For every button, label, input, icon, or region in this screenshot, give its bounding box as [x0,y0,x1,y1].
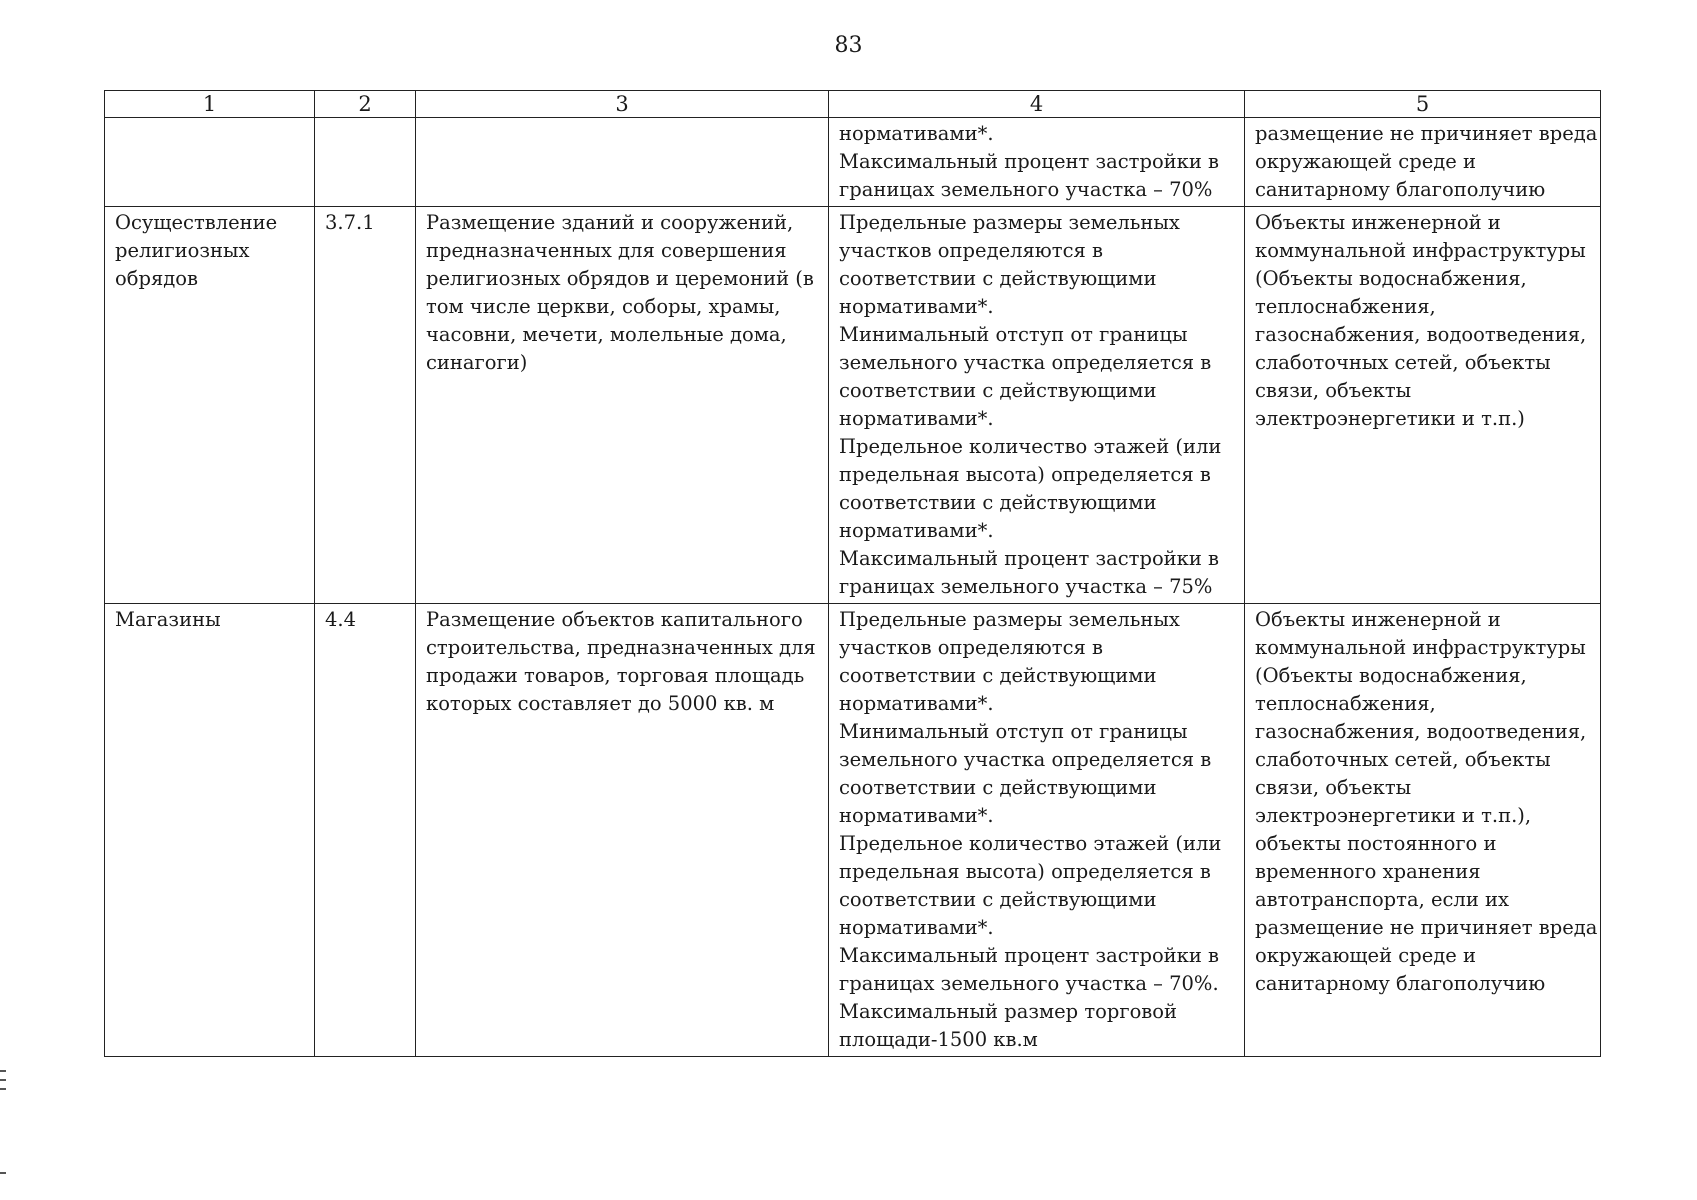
cell-text-line: земельного участка определяется в [839,351,1212,374]
cell-text-line: Максимальный процент застройки в [839,944,1220,967]
cell-text-line: религиозных обрядов и церемоний (в [426,267,814,290]
cell-code [315,604,416,1057]
cell-text-line: участков определяются в [839,636,1103,659]
table-row [105,118,1601,207]
cell-text-line: нормативами*. [839,122,994,145]
cell-text-line: автотранспорта, если их [1255,888,1510,911]
cell-code [315,118,416,207]
scan-mark [0,1088,6,1090]
cell-text-line: соответствии с действующими [839,776,1157,799]
cell-text-line: границах земельного участка – 75% [839,575,1213,598]
cell-text-line: которых составляет до 5000 кв. м [426,692,775,715]
cell-text-line: Предельные размеры земельных [839,608,1180,631]
cell-text-line: предназначенных для совершения [426,239,787,262]
cell-text-line: Объекты инженерной и [1255,211,1501,234]
page-number: 83 [834,33,863,58]
table-row [105,207,1601,604]
cell-text-line: санитарному благополучию [1255,178,1546,201]
cell-text-line: связи, объекты [1255,379,1412,402]
cell-text-line: продажи товаров, торговая площадь [426,664,805,687]
cell-text-line: соответствии с действующими [839,379,1157,402]
cell-parameters [829,604,1245,1057]
cell-text-line: нормативами*. [839,407,994,430]
cell-text-line: участков определяются в [839,239,1103,262]
cell-text-line: границах земельного участка – 70%. [839,972,1219,995]
cell-text-line: соответствии с действующими [839,267,1157,290]
scan-mark [0,1079,6,1081]
cell-parameters [829,207,1245,604]
cell-text-line: Осуществление [115,211,278,234]
cell-description [416,604,829,1057]
cell-text-line: предельная высота) определяется в [839,463,1211,486]
cell-text-line: электроэнергетики и т.п.) [1255,407,1525,430]
cell-text-line: Магазины [115,608,221,631]
cell-text-line: коммунальной инфраструктуры [1255,239,1586,262]
cell-usage-type [105,118,315,207]
cell-text-line: Максимальный процент застройки в [839,150,1220,173]
cell-text-line: окружающей среде и [1255,944,1476,967]
cell-text-line: земельного участка определяется в [839,748,1212,771]
cell-text-line: теплоснабжения, [1255,295,1436,318]
regulations-table [104,90,1601,1057]
cell-text-line: нормативами*. [839,692,994,715]
cell-usage-type [105,207,315,604]
cell-text-line: синагоги) [426,351,528,374]
cell-auxiliary-uses [1245,604,1601,1057]
cell-text-line: (Объекты водоснабжения, [1255,267,1527,290]
cell-usage-type [105,604,315,1057]
cell-text-line: 4.4 [325,608,357,631]
cell-text-line: Объекты инженерной и [1255,608,1501,631]
cell-text-line: том числе церкви, соборы, храмы, [426,295,781,318]
cell-text-line: коммунальной инфраструктуры [1255,636,1586,659]
cell-text-line: площади-1500 кв.м [839,1028,1038,1051]
cell-code [315,207,416,604]
cell-text-line: нормативами*. [839,916,994,939]
cell-text-line: соответствии с действующими [839,491,1157,514]
cell-text-line: Максимальный процент застройки в [839,547,1220,570]
column-header-1: 1 [105,91,315,118]
cell-text-line: нормативами*. [839,295,994,318]
cell-text-line: слаботочных сетей, объекты [1255,748,1551,771]
cell-text-line: соответствии с действующими [839,664,1157,687]
cell-description [416,118,829,207]
cell-text-line: нормативами*. [839,804,994,827]
cell-text-line: Размещение объектов капитального [426,608,803,631]
cell-auxiliary-uses [1245,207,1601,604]
table-row [105,604,1601,1057]
cell-text-line: санитарному благополучию [1255,972,1546,995]
column-header-3: 3 [416,91,829,118]
column-header-4: 4 [829,91,1245,118]
cell-text-line: теплоснабжения, [1255,692,1436,715]
cell-text-line: газоснабжения, водоотведения, [1255,323,1587,346]
cell-text-line: предельная высота) определяется в [839,860,1211,883]
cell-text-line: окружающей среде и [1255,150,1476,173]
cell-text-line: 3.7.1 [325,211,375,234]
cell-text-line: размещение не причиняет вреда [1255,122,1598,145]
cell-text-line: соответствии с действующими [839,888,1157,911]
cell-text-line: связи, объекты [1255,776,1412,799]
cell-text-line: (Объекты водоснабжения, [1255,664,1527,687]
cell-text-line: слаботочных сетей, объекты [1255,351,1551,374]
scan-mark [0,1070,6,1072]
cell-text-line: Предельное количество этажей (или [839,435,1222,458]
cell-description [416,207,829,604]
cell-text-line: границах земельного участка – 70% [839,178,1213,201]
cell-text-line: Максимальный размер торговой [839,1000,1178,1023]
cell-text-line: размещение не причиняет вреда [1255,916,1598,939]
cell-auxiliary-uses [1245,118,1601,207]
cell-text-line: временного хранения [1255,860,1481,883]
column-header-2: 2 [315,91,416,118]
cell-text-line: религиозных [115,239,250,262]
cell-text-line: строительства, предназначенных для [426,636,816,659]
cell-text-line: объекты постоянного и [1255,832,1497,855]
cell-text-line: Минимальный отступ от границы [839,323,1188,346]
table-header-row [105,91,1601,118]
cell-text-line: Предельное количество этажей (или [839,832,1222,855]
scan-mark [0,1172,6,1174]
cell-text-line: нормативами*. [839,519,994,542]
cell-text-line: Предельные размеры земельных [839,211,1180,234]
column-header-5: 5 [1245,91,1601,118]
cell-parameters [829,118,1245,207]
cell-text-line: часовни, мечети, молельные дома, [426,323,787,346]
cell-text-line: электроэнергетики и т.п.), [1255,804,1532,827]
cell-text-line: обрядов [115,267,198,290]
cell-text-line: Минимальный отступ от границы [839,720,1188,743]
cell-text-line: газоснабжения, водоотведения, [1255,720,1587,743]
cell-text-line: Размещение зданий и сооружений, [426,211,794,234]
